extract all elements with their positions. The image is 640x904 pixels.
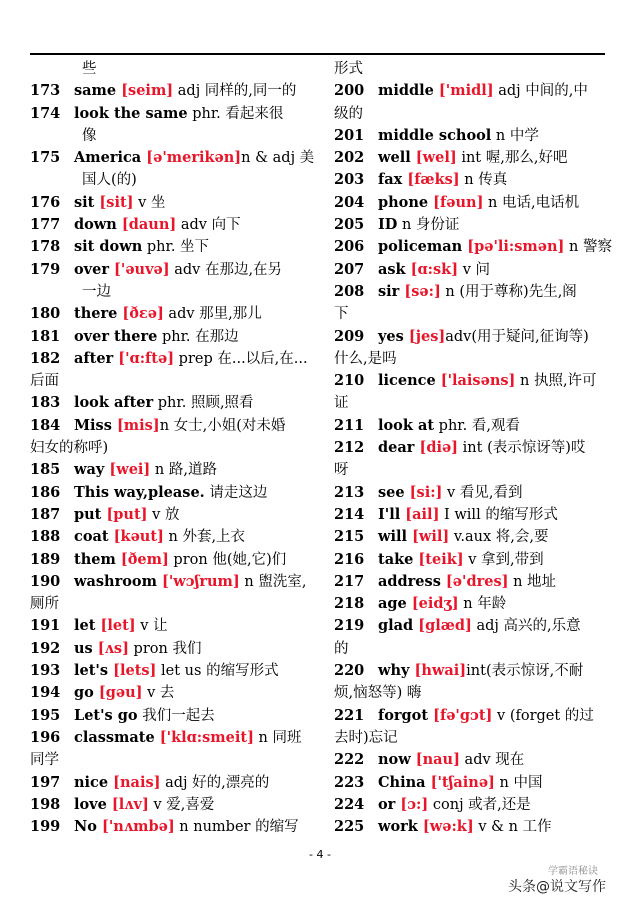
entry-number: 200 [334, 82, 365, 100]
entry-word: classmate [74, 728, 160, 746]
vocab-entry [30, 348, 315, 370]
vocab-entry [334, 326, 614, 348]
entry-definition: adv 在那边,在另 [169, 261, 283, 278]
entry-definition: let us 的缩写形式 [156, 663, 279, 680]
entry-number: 213 [334, 483, 365, 501]
entry-number: 186 [30, 483, 61, 501]
entry-number: 207 [334, 260, 365, 278]
entry-word: age [378, 595, 412, 613]
entry-definition: pron 他(她,它)们 [168, 551, 287, 568]
entry-definition: adv 向下 [176, 217, 241, 234]
entry-definition: n 传真 [459, 172, 508, 189]
entry-phonetic: [diə] [419, 439, 459, 457]
entry-definition: v 拿到,带到 [463, 551, 544, 568]
entry-word: phone [378, 193, 434, 211]
entry-definition: n number 的缩写 [174, 819, 299, 836]
entry-number: 183 [30, 394, 61, 412]
entry-definition: n 中学 [491, 127, 539, 144]
entry-definition: n 盥洗室, [239, 573, 307, 590]
entry-word: after [74, 349, 119, 367]
entry-number: 216 [334, 550, 365, 568]
entry-word: sir [378, 282, 405, 300]
entry-phonetic: ['klɑ:smeit] [159, 728, 254, 746]
vocab-entry [30, 526, 315, 548]
entry-number: 194 [30, 684, 61, 702]
entry-number: 174 [30, 104, 61, 122]
entry-word: well [378, 149, 416, 167]
vocab-list-left [30, 80, 315, 838]
entry-word: ID [378, 216, 398, 234]
entry-word: let's [74, 662, 114, 680]
entry-continuation: 妇女的称呼) [30, 440, 109, 457]
entry-word: go [74, 684, 99, 702]
entry-phonetic: [nau] [415, 751, 460, 769]
vocab-entry [30, 816, 315, 838]
entry-word: middle school [378, 126, 492, 144]
entry-number: 175 [30, 149, 61, 167]
entry-word: same [74, 82, 122, 100]
entry-phonetic: [si:] [409, 483, 443, 501]
entry-phonetic: [eidʒ] [411, 595, 459, 613]
entry-number: 206 [334, 238, 365, 256]
entry-number: 180 [30, 305, 61, 323]
entry-word: will [378, 528, 413, 546]
entry-phonetic: ['ɑ:ftə] [118, 349, 175, 367]
entry-continuation: 烦,恼怒等) 嗨 [334, 685, 422, 702]
entry-number: 212 [334, 439, 365, 457]
entry-number: 188 [30, 528, 61, 546]
vocab-entry [30, 147, 315, 169]
entry-continuation: 的 [334, 640, 349, 657]
entry-number: 219 [334, 617, 365, 635]
entry-word: This way,please. [74, 483, 205, 501]
entry-number: 196 [30, 728, 61, 746]
entry-definition: adj 中间的,中 [493, 83, 588, 100]
entry-definition: phr. 坐下 [142, 239, 210, 256]
entry-word: Miss [74, 416, 117, 434]
vocab-entry [334, 794, 614, 816]
entry-definition: adj 好的,漂亮的 [160, 774, 270, 791]
entry-word: sit [74, 193, 100, 211]
entry-phonetic: [pə'li:smən] [467, 238, 565, 256]
entry-number: 215 [334, 528, 365, 546]
entry-definition: conj 或者,还是 [428, 796, 531, 813]
entry-phonetic: [ɑ:sk] [410, 260, 459, 278]
entry-continuation: 级的 [334, 105, 363, 122]
entry-number: 222 [334, 751, 365, 769]
entry-number: 179 [30, 260, 61, 278]
entry-phonetic: [sə:] [404, 282, 441, 300]
entry-definition: v.aux 将,会,要 [449, 529, 549, 546]
entry-phonetic: [fə'gɔt] [433, 706, 493, 724]
entry-definition: phr. 看,观看 [434, 417, 520, 434]
continuation-text: 些 [82, 61, 97, 77]
entry-phonetic: [jes] [408, 327, 446, 345]
entry-word: policeman [378, 238, 468, 256]
entry-definition: int 喔,那么,好吧 [456, 150, 568, 167]
entry-definition: adj 高兴的,乐意 [471, 618, 581, 635]
entry-definition: int (表示惊讶等)哎 [458, 440, 586, 457]
entry-continuation: 下 [334, 306, 349, 323]
entry-phonetic: [ðεə] [122, 305, 164, 323]
entry-definition: 请走这边 [204, 484, 268, 501]
entry-definition: n 身份证 [397, 217, 460, 234]
entry-definition: n (用于尊称)先生,阁 [440, 283, 577, 300]
entry-definition: n 地址 [508, 573, 557, 590]
vocab-entry [334, 415, 614, 437]
entry-number: 224 [334, 795, 365, 813]
entry-word: America [74, 149, 147, 167]
right-column [334, 58, 614, 838]
entry-number: 202 [334, 149, 365, 167]
entry-number: 203 [334, 171, 365, 189]
entry-number: 204 [334, 193, 365, 211]
entry-definition: n 电话,电话机 [483, 194, 580, 211]
entry-phonetic: ['nʌmbə] [101, 818, 175, 836]
entry-phonetic: ['laisəns] [440, 372, 516, 390]
vocab-entry [334, 259, 614, 281]
entry-definition: phr. 照顾,照看 [153, 395, 254, 412]
entry-word: work [378, 818, 423, 836]
watermark-logo: 学霸语秘诀 [548, 866, 598, 877]
entry-word: them [74, 550, 121, 568]
entry-phonetic: [ʌs] [97, 639, 129, 657]
entry-definition: I will 的缩写形式 [439, 506, 558, 523]
entry-word: way [74, 461, 110, 479]
entry-word: washroom [74, 572, 162, 590]
vocab-entry [30, 303, 315, 325]
entry-number: 201 [334, 126, 365, 144]
entry-word: coat [74, 528, 114, 546]
vocab-entry [30, 682, 315, 704]
vocab-entry [334, 772, 614, 794]
entry-word: over [74, 260, 115, 278]
entry-continuation: 一边 [82, 283, 111, 300]
vocab-entry [30, 571, 315, 593]
entry-phonetic: [fæks] [407, 171, 460, 189]
entry-phonetic: [ə'merikən] [146, 149, 242, 167]
entry-definition: adv(用于疑问,征询等) [445, 328, 589, 345]
entry-definition: n 路,道路 [150, 462, 217, 479]
entry-word: middle [378, 82, 439, 100]
vocab-entry [334, 549, 614, 571]
entry-number: 192 [30, 639, 61, 657]
entry-definition: v 看见,看到 [442, 484, 523, 501]
vocab-entry [334, 236, 614, 258]
entry-word: look at [378, 416, 435, 434]
vocab-entry [334, 526, 614, 548]
vocab-entry [334, 214, 614, 236]
vocab-list-right [334, 80, 614, 838]
entry-word: licence [378, 372, 441, 390]
entry-definition: n & adj 美 [241, 150, 315, 167]
entry-word: sit down [74, 238, 143, 256]
entry-definition: phr. 看起来很 [187, 105, 284, 122]
entry-phonetic: [put] [106, 505, 148, 523]
entry-word: love [74, 795, 112, 813]
entry-word: look the same [74, 104, 188, 122]
vocab-entry [30, 660, 315, 682]
vocab-entry [334, 660, 614, 682]
entry-definition: n 警察 [564, 239, 612, 256]
entry-definition: adv 现在 [459, 752, 525, 769]
entry-word: yes [378, 327, 409, 345]
entry-word: No [74, 818, 102, 836]
entry-phonetic: [mis] [116, 416, 160, 434]
entry-word: see [378, 483, 410, 501]
vocab-entry [334, 571, 614, 593]
vocab-entry [334, 437, 614, 459]
vocab-entry [30, 794, 315, 816]
entry-number: 181 [30, 327, 61, 345]
vocab-entry [334, 504, 614, 526]
left-column [30, 58, 315, 838]
entry-number: 173 [30, 82, 61, 100]
entry-number: 177 [30, 216, 61, 234]
entry-phonetic: [kəut] [113, 528, 164, 546]
entry-number: 208 [334, 282, 365, 300]
entry-number: 199 [30, 818, 61, 836]
entry-word: there [74, 305, 123, 323]
vocab-entry [30, 214, 315, 236]
entry-word: let [74, 617, 101, 635]
entry-number: 191 [30, 617, 61, 635]
entry-number: 220 [334, 662, 365, 680]
entry-phonetic: ['əuvə] [114, 260, 170, 278]
entry-phonetic: [gəu] [98, 684, 143, 702]
entry-phonetic: [wil] [412, 528, 450, 546]
entry-continuation: 去时)忘记 [334, 729, 398, 746]
vocab-entry [30, 415, 315, 437]
vocab-entry [30, 459, 315, 481]
entry-phonetic: [let] [100, 617, 136, 635]
vocab-entry [334, 169, 614, 191]
entry-definition: n 中国 [494, 774, 543, 791]
vocab-entry [30, 236, 315, 258]
watermark: 头条@说文写作 [508, 879, 606, 895]
entry-phonetic: [ail] [405, 505, 440, 523]
entry-word: why [378, 662, 415, 680]
page-number: - 4 - [309, 848, 331, 861]
entry-definition: v 去 [142, 685, 175, 702]
entry-definition: n 同班 [253, 729, 302, 746]
entry-phonetic: [wel] [415, 149, 457, 167]
entry-word: down [74, 216, 122, 234]
entry-number: 221 [334, 706, 365, 724]
entry-definition: v 放 [147, 506, 180, 523]
entry-continuation: 同学 [30, 752, 59, 769]
entry-definition: n 执照,许可 [515, 373, 597, 390]
entry-definition: pron 我们 [128, 640, 202, 657]
entry-definition: v 坐 [133, 194, 166, 211]
entry-phonetic: [ə'dres] [445, 572, 509, 590]
entry-phonetic: [lʌv] [111, 795, 149, 813]
entry-phonetic: ['wɔʃrum] [161, 572, 240, 590]
entry-word: glad [378, 617, 419, 635]
entry-number: 214 [334, 505, 365, 523]
vocab-entry [334, 80, 614, 102]
entry-number: 182 [30, 349, 61, 367]
entry-phonetic: [sit] [99, 193, 134, 211]
entry-word: dear [378, 439, 420, 457]
entry-phonetic: [daun] [121, 216, 177, 234]
entry-number: 190 [30, 572, 61, 590]
entry-number: 218 [334, 595, 365, 613]
entry-number: 185 [30, 461, 61, 479]
vocab-entry [334, 281, 614, 303]
entry-word: I'll [378, 505, 406, 523]
entry-phonetic: [wə:k] [422, 818, 474, 836]
vocab-entry [334, 192, 614, 214]
vocab-entry [334, 593, 614, 615]
entry-number: 189 [30, 550, 61, 568]
entry-definition: phr. 在那边 [157, 328, 239, 345]
entry-phonetic: ['tʃainə] [430, 773, 495, 791]
top-rule [30, 53, 605, 55]
entry-number: 217 [334, 572, 365, 590]
entry-definition: v & n 工作 [473, 819, 552, 836]
entry-number: 210 [334, 372, 365, 390]
entry-number: 198 [30, 795, 61, 813]
entry-word: put [74, 505, 107, 523]
entry-word: ask [378, 260, 411, 278]
entry-word: fax [378, 171, 408, 189]
entry-number: 211 [334, 416, 365, 434]
entry-number: 187 [30, 505, 61, 523]
entry-phonetic: [ɔ:] [400, 795, 429, 813]
continuation-text: 形式 [334, 61, 363, 77]
entry-word: forgot [378, 706, 434, 724]
entry-number: 205 [334, 216, 365, 234]
vocab-entry [334, 125, 614, 147]
entry-phonetic: [ðem] [120, 550, 169, 568]
entry-continuation: 国人(的) [82, 172, 137, 189]
vocab-entry [30, 103, 315, 125]
vocab-entry [334, 615, 614, 637]
vocab-entry [30, 504, 315, 526]
entry-word: nice [74, 773, 114, 791]
entry-phonetic: [seim] [121, 82, 174, 100]
entry-number: 209 [334, 327, 365, 345]
vocab-entry [30, 392, 315, 414]
entry-number: 178 [30, 238, 61, 256]
entry-phonetic: [hwai] [414, 662, 467, 680]
vocab-entry [30, 549, 315, 571]
entry-definition: adv 那里,那儿 [163, 306, 262, 323]
entry-word: China [378, 773, 431, 791]
entry-word: Let's go [74, 706, 138, 724]
vocab-entry [30, 615, 315, 637]
vocab-entry [30, 259, 315, 281]
entry-continuation: 厕所 [30, 596, 59, 613]
entry-number: 225 [334, 818, 365, 836]
entry-definition: n 女士,小姐(对未婚 [159, 417, 286, 434]
entry-definition: prep 在...以后,在... [174, 350, 308, 367]
vocab-entry [334, 147, 614, 169]
entry-phonetic: [wei] [109, 461, 151, 479]
vocab-entry [334, 482, 614, 504]
entry-number: 184 [30, 416, 61, 434]
entry-word: take [378, 550, 419, 568]
entry-continuation: 呀 [334, 462, 349, 479]
entry-continuation: 后面 [30, 373, 59, 390]
vocab-entry [30, 772, 315, 794]
vocab-entry [334, 749, 614, 771]
entry-number: 195 [30, 706, 61, 724]
entry-definition: 我们一起去 [137, 707, 215, 724]
entry-phonetic: [teik] [418, 550, 464, 568]
entry-word: address [378, 572, 446, 590]
entry-continuation: 像 [82, 127, 97, 144]
entry-number: 223 [334, 773, 365, 791]
vocab-entry [334, 705, 614, 727]
entry-phonetic: [fəun] [433, 193, 484, 211]
vocab-entry [30, 80, 315, 102]
entry-word: over there [74, 327, 158, 345]
vocab-entry [30, 192, 315, 214]
vocab-entry [30, 638, 315, 660]
vocab-entry [30, 482, 315, 504]
entry-phonetic: [nais] [113, 773, 161, 791]
vocab-entry [334, 816, 614, 838]
entry-word: or [378, 795, 401, 813]
entry-definition: n 外套,上衣 [163, 529, 246, 546]
entry-number: 176 [30, 193, 61, 211]
entry-definition: v 爱,喜爱 [148, 796, 215, 813]
entry-definition: adj 同样的,同一的 [173, 83, 297, 100]
entry-definition: int(表示惊讶,不耐 [466, 663, 584, 680]
entry-continuation: 证 [334, 395, 349, 412]
entry-word: look after [74, 394, 154, 412]
entry-definition: v 让 [135, 618, 168, 635]
entry-number: 197 [30, 773, 61, 791]
entry-word: now [378, 751, 416, 769]
entry-number: 193 [30, 662, 61, 680]
entry-word: us [74, 639, 98, 657]
vocab-entry [334, 370, 614, 392]
entry-continuation: 什么,是吗 [334, 350, 397, 367]
entry-definition: v 问 [458, 261, 491, 278]
entry-definition: n 年龄 [458, 596, 507, 613]
entry-definition: v (forget 的过 [492, 707, 594, 724]
vocab-entry [30, 326, 315, 348]
entry-phonetic: ['midl] [438, 82, 494, 100]
vocab-entry [30, 727, 315, 749]
entry-phonetic: [lets] [113, 662, 157, 680]
entry-phonetic: [glæd] [418, 617, 472, 635]
vocab-entry [30, 705, 315, 727]
